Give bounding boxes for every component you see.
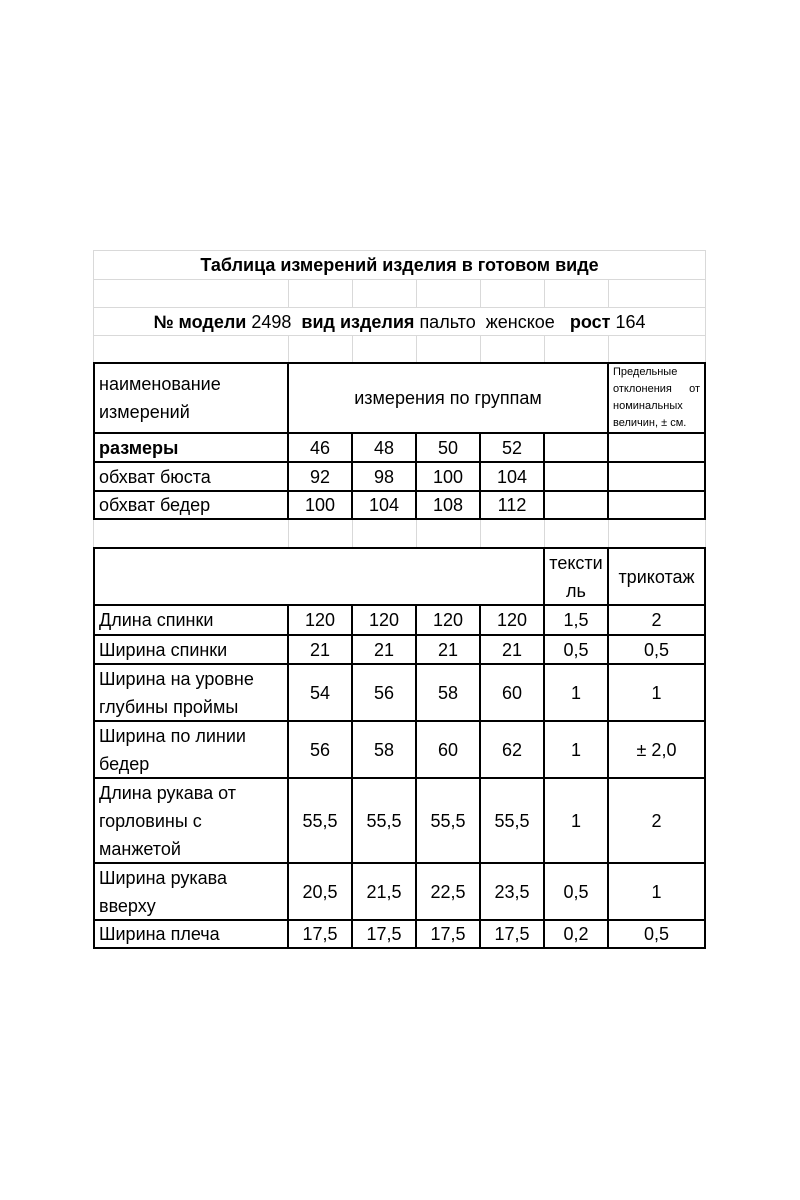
knit-cell: 1: [651, 881, 662, 902]
knit-header: трикотаж: [618, 566, 695, 587]
size-cell: 46: [309, 437, 331, 458]
value-cell: 58: [373, 739, 395, 760]
knit-cell: 0,5: [643, 924, 670, 944]
textile-cell: 1,5: [563, 610, 589, 630]
value-cell: 62: [501, 739, 523, 760]
row-label: Ширина плеча: [99, 924, 220, 944]
value-cell: 104: [496, 466, 528, 487]
type-label: вид изделия: [301, 311, 415, 332]
type-value: пальто женское: [419, 311, 555, 332]
value-cell: 55,5: [494, 810, 530, 831]
textile-cell: 1: [570, 739, 581, 760]
value-cell: 23,5: [494, 881, 530, 902]
value-cell: 17,5: [366, 924, 402, 944]
value-cell: 21: [373, 639, 395, 660]
deviation-header: Предельные отклонения от номинальных величин, ± см.: [613, 366, 700, 429]
model-value: 2498: [251, 311, 292, 332]
value-cell: 20,5: [302, 881, 338, 902]
size-cell: 50: [437, 437, 459, 458]
value-cell: 17,5: [494, 924, 530, 944]
groups-header: измерения по группам: [354, 388, 542, 408]
row-label: Ширина спинки: [99, 639, 228, 660]
row-label: обхват бедер: [99, 495, 211, 515]
row-label: Длина спинки: [99, 610, 214, 630]
value-cell: 17,5: [430, 924, 466, 944]
value-cell: 100: [304, 495, 336, 515]
value-cell: 108: [432, 495, 464, 515]
knit-cell: 1: [651, 682, 662, 703]
value-cell: 56: [309, 739, 331, 760]
textile-header: тексти ль: [549, 552, 603, 601]
knit-cell: 2: [651, 810, 662, 831]
value-cell: 120: [496, 610, 528, 630]
value-cell: 55,5: [430, 810, 466, 831]
value-cell: 22,5: [430, 881, 466, 902]
row-label: Ширина рукава вверху: [99, 867, 228, 916]
row-label: Длина рукава от горловины с манжетой: [99, 782, 237, 859]
value-cell: 58: [437, 682, 459, 703]
value-cell: 56: [373, 682, 395, 703]
value-cell: 21: [309, 639, 331, 660]
row-label: Ширина по линии бедер: [99, 725, 246, 774]
row-label: обхват бюста: [99, 466, 211, 487]
value-cell: 98: [373, 466, 395, 487]
textile-cell: 0,5: [563, 881, 589, 902]
textile-cell: 1: [570, 682, 581, 703]
knit-cell: ± 2,0: [636, 739, 677, 760]
value-cell: 54: [309, 682, 331, 703]
knit-cell: 2: [651, 610, 662, 630]
document-title: Таблица измерений изделия в готовом виде: [200, 255, 599, 275]
textile-cell: 0,2: [563, 924, 589, 944]
value-cell: 112: [497, 495, 527, 515]
size-cell: 48: [373, 437, 395, 458]
value-cell: 55,5: [366, 810, 402, 831]
row-label: Ширина на уровне глубины проймы: [99, 668, 254, 717]
value-cell: 92: [309, 466, 331, 487]
value-cell: 120: [304, 610, 336, 630]
sizes-label: размеры: [99, 437, 179, 458]
value-cell: 104: [368, 495, 400, 515]
value-cell: 55,5: [302, 810, 338, 831]
value-cell: 21,5: [366, 881, 402, 902]
model-info-line: [94, 308, 705, 335]
value-cell: 60: [437, 739, 459, 760]
value-cell: 21: [501, 639, 523, 660]
value-cell: 100: [432, 466, 464, 487]
value-cell: 120: [368, 610, 400, 630]
height-label: рост: [569, 311, 611, 332]
measure-name-header: наименование измерений: [99, 374, 221, 422]
textile-cell: 0,5: [563, 639, 589, 660]
value-cell: 120: [432, 610, 464, 630]
textile-cell: 1: [570, 810, 581, 831]
value-cell: 60: [501, 682, 523, 703]
size-cell: 52: [501, 437, 523, 458]
value-cell: 21: [437, 639, 459, 660]
knit-cell: 0,5: [643, 639, 670, 660]
height-value: 164: [615, 311, 646, 332]
model-label: № модели: [153, 311, 247, 332]
value-cell: 17,5: [302, 924, 338, 944]
